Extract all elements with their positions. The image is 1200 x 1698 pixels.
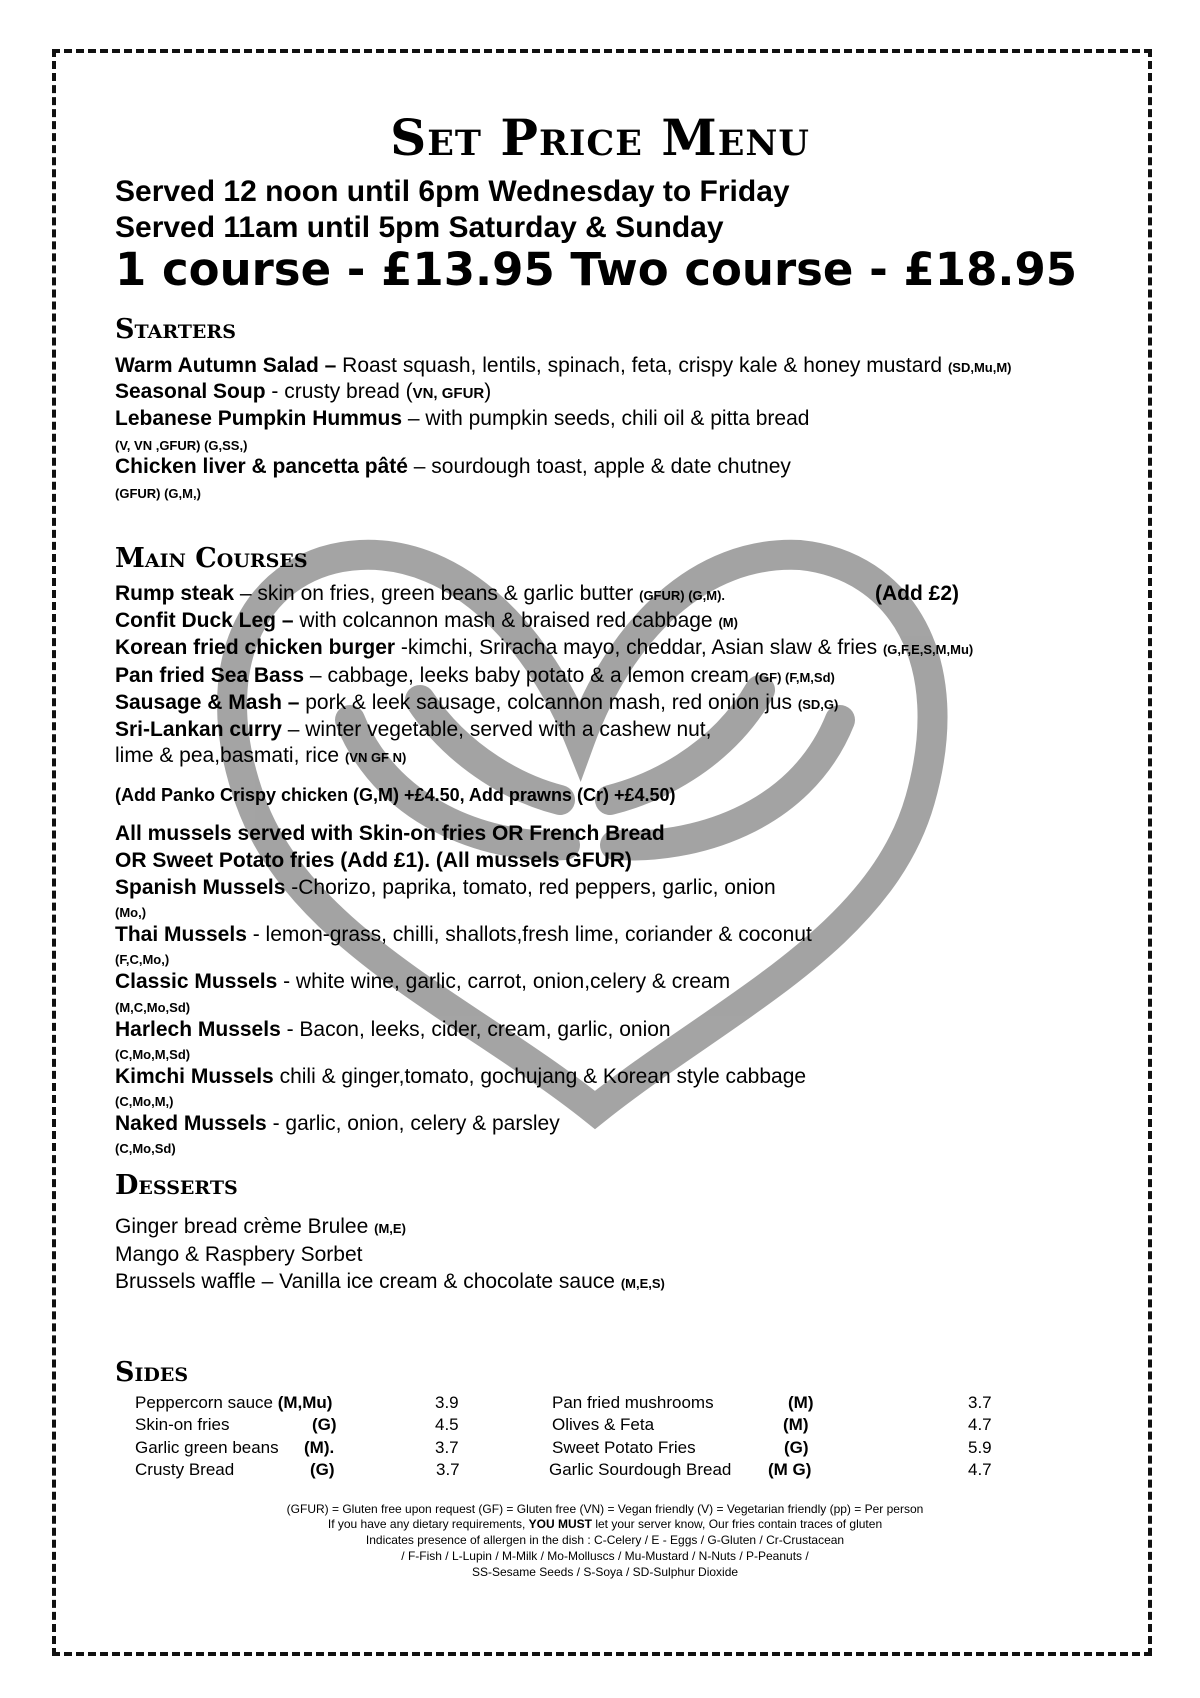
mussel-allergens: (C,Mo,M,)	[115, 1094, 174, 1109]
main-item: Rump steak – skin on fries, green beans & garlic butter (GFUR) (G,M).	[115, 582, 726, 605]
mussel-item: Thai Mussels - lemon-grass, chilli, shallots,fresh lime, coriander & coconut	[115, 923, 812, 946]
main-item: Confit Duck Leg – with colcannon mash & braised red cabbage (M)	[115, 609, 738, 632]
mussel-allergens: (Mo,)	[115, 905, 147, 920]
mussel-item: Harlech Mussels - Bacon, leeks, cider, cream, garlic, onion	[115, 1018, 671, 1041]
mussel-allergens: (M,C,Mo,Sd)	[115, 1000, 191, 1015]
sides-heading: Sides	[115, 1357, 189, 1388]
main-item: Sri-Lankan curry – winter vegetable, served with a cashew nut,	[115, 718, 712, 741]
side-name: Garlic Sourdough Bread	[549, 1460, 732, 1479]
mussel-item: Kimchi Mussels chili & ginger,tomato, gochujang & Korean style cabbage	[115, 1065, 807, 1088]
side-name: Sweet Potato Fries	[552, 1438, 696, 1457]
starters-heading: Starters	[115, 314, 236, 345]
main-item: Sausage & Mash – pork & leek sausage, colcannon mash, red onion jus (SD,G)	[115, 691, 839, 714]
footer-legend: (GFUR) = Gluten free upon request (GF) = Gluten free (VN) = Vegan friendly (V) = Vegetarian friendly (pp) = Per person	[286, 1502, 924, 1516]
footer-allergens: SS-Sesame Seeds / S-Soya / SD-Sulphur Dioxide	[471, 1565, 739, 1579]
main-item: Pan fried Sea Bass – cabbage, leeks baby potato & a lemon cream (GF) (F,M,Sd)	[115, 664, 835, 687]
main-item-cont: lime & pea,basmati, rice (VN GF N)	[115, 744, 407, 767]
side-price: 3.9	[435, 1393, 459, 1412]
side-price: 4.7	[968, 1460, 992, 1479]
side-name: Skin-on fries	[135, 1415, 230, 1434]
side-allergens: (M).	[304, 1438, 335, 1457]
side-name: Crusty Bread	[135, 1460, 235, 1479]
side-name: Pan fried mushrooms	[552, 1393, 714, 1412]
starter-item: Chicken liver & pancetta pâté – sourdough toast, apple & date chutney	[115, 455, 791, 478]
mussel-allergens: (C,Mo,M,Sd)	[115, 1047, 191, 1062]
mussel-item: Spanish Mussels -Chorizo, paprika, tomato, red peppers, garlic, onion	[115, 876, 776, 899]
footer-allergens: Indicates presence of allergen in the dish : C-Celery / E - Eggs / G-Gluten / Cr-Crustacean	[365, 1533, 845, 1547]
main-addons: (Add Panko Crispy chicken (G,M) +£4.50, Add prawns (Cr) +£4.50)	[115, 785, 676, 805]
side-price: 5.9	[968, 1438, 992, 1457]
course-prices: 1 course - £13.95 Two course - £18.95	[115, 243, 1078, 296]
mussels-note: OR Sweet Potato fries (Add £1). (All mussels GFUR)	[115, 849, 632, 872]
side-price: 3.7	[435, 1438, 459, 1457]
side-price: 3.7	[436, 1460, 460, 1479]
footer-allergens: / F-Fish / L-Lupin / M-Milk / Mo-Molluscs / Mu-Mustard / N-Nuts / P-Peanuts /	[401, 1549, 809, 1563]
footer-dietary: If you have any dietary requirements, YOU MUST let your server know, Our fries contain traces of gluten	[327, 1517, 883, 1531]
side-name: Garlic green beans	[135, 1438, 279, 1457]
side-allergens: (M)	[783, 1415, 809, 1434]
dessert-item: Ginger bread crème Brulee (M,E)	[115, 1215, 406, 1238]
dessert-item: Brussels waffle – Vanilla ice cream & chocolate sauce (M,E,S)	[115, 1270, 665, 1293]
served-weekend: Served 11am until 5pm Saturday & Sunday	[115, 211, 724, 244]
desserts-heading: Desserts	[115, 1170, 238, 1201]
side-price: 3.7	[968, 1393, 992, 1412]
side-name: Olives & Feta	[552, 1415, 655, 1434]
side-name: Peppercorn sauce (M,Mu)	[135, 1393, 333, 1412]
starter-item: Lebanese Pumpkin Hummus – with pumpkin seeds, chili oil & pitta bread	[115, 407, 810, 430]
starter-item: Seasonal Soup - crusty bread (VN, GFUR)	[115, 380, 492, 403]
mussel-item: Classic Mussels - white wine, garlic, carrot, onion,celery & cream	[115, 970, 731, 993]
side-allergens: (G)	[310, 1460, 335, 1479]
side-allergens: (G)	[784, 1438, 809, 1457]
main-extra-price: (Add £2)	[875, 582, 959, 605]
dessert-item: Mango & Raspbery Sorbet	[115, 1243, 363, 1266]
mussel-item: Naked Mussels - garlic, onion, celery & parsley	[115, 1112, 560, 1135]
page-title: Set Price Menu	[390, 108, 810, 167]
main-item: Korean fried chicken burger -kimchi, Sriracha mayo, cheddar, Asian slaw & fries (G,F,E,S,M,Mu)	[115, 636, 974, 659]
mains-heading: Main Courses	[115, 543, 308, 574]
starter-item: Warm Autumn Salad – Roast squash, lentils, spinach, feta, crispy kale & honey mustard (SD,Mu,M)	[115, 354, 1012, 377]
side-price: 4.5	[435, 1415, 459, 1434]
mussel-allergens: (F,C,Mo,)	[115, 952, 170, 967]
starter-allergens: (GFUR) (G,M,)	[115, 486, 201, 501]
served-weekday: Served 12 noon until 6pm Wednesday to Friday	[115, 175, 790, 208]
mussels-note: All mussels served with Skin-on fries OR French Bread	[115, 822, 665, 845]
mussel-allergens: (C,Mo,Sd)	[115, 1141, 176, 1156]
side-allergens: (M)	[788, 1393, 814, 1412]
side-price: 4.7	[968, 1415, 992, 1434]
side-allergens: (G)	[312, 1415, 337, 1434]
side-allergens: (M G)	[768, 1460, 812, 1479]
starter-allergens: (V, VN ,GFUR) (G,SS,)	[115, 438, 248, 453]
